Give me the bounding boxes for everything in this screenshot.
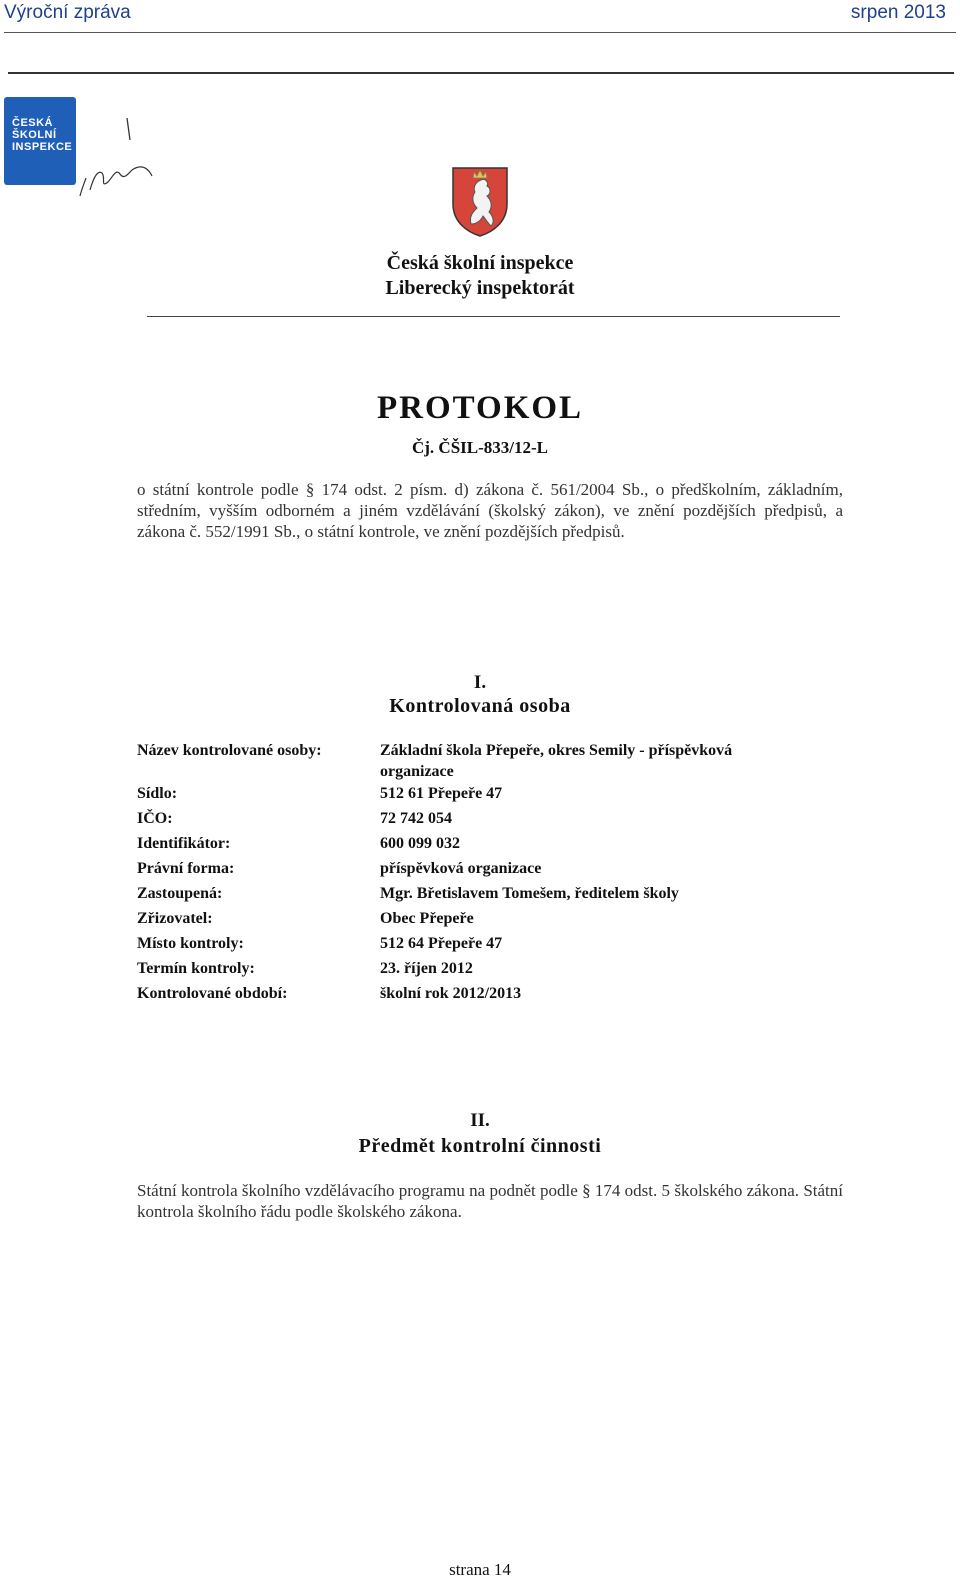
value-inspection-date: 23. říjen 2012 (380, 960, 473, 977)
label-founder: Zřizovatel: (137, 910, 213, 927)
value-ico: 72 742 054 (380, 810, 452, 827)
section-2-paragraph: Státní kontrola školního vzdělávacího programu na podnět podle § 174 odst. 5 školského zákona. Státní kontrola školního řádu podle školského zákona. (137, 1181, 843, 1221)
logo-line-2: ŠKOLNÍ (12, 129, 57, 141)
value-inspection-place: 512 64 Přepeře 47 (380, 935, 503, 952)
label-legal-form: Právní forma: (137, 860, 235, 877)
scan-top-divider (8, 72, 954, 74)
header-title: Výroční zpráva (4, 2, 131, 23)
header-divider (4, 32, 956, 33)
label-represented-by: Zastoupená: (137, 885, 223, 902)
value-seat: 512 61 Přepeře 47 (380, 785, 503, 802)
handwritten-signature (72, 118, 182, 198)
czech-coat-of-arms-icon (451, 166, 509, 238)
label-identifier: Identifikátor: (137, 835, 231, 852)
institution-region: Liberecký inspektorát (385, 277, 575, 299)
value-entity-name: Základní škola Přepeře, okres Semily - příspěvková (380, 742, 733, 759)
label-ico: IČO: (137, 810, 173, 827)
protocol-title: PROTOKOL (376, 390, 584, 426)
label-inspection-place: Místo kontroly: (137, 935, 244, 952)
running-header (0, 0, 960, 34)
csi-logo (4, 97, 76, 185)
page-number: strana 14 (449, 1560, 511, 1579)
label-entity-name: Název kontrolované osoby: (137, 742, 322, 759)
value-inspected-period: školní rok 2012/2013 (380, 985, 522, 1002)
reference-number: Čj. ČŠIL-833/12-L (411, 438, 548, 457)
header-date: srpen 2013 (850, 2, 946, 23)
value-represented-by: Mgr. Břetislavem Tomešem, ředitelem školy (380, 885, 679, 902)
value-entity-name-cont: organizace (380, 763, 454, 780)
logo-line-3: INSPEKCE (12, 141, 73, 153)
institution-name: Česká školní inspekce (386, 252, 574, 274)
institution-divider (147, 316, 840, 317)
label-seat: Sídlo: (137, 785, 178, 802)
value-founder: Obec Přepeře (380, 910, 474, 927)
section-1-number: I. (473, 672, 487, 693)
label-inspection-date: Termín kontroly: (137, 960, 255, 977)
value-legal-form: příspěvková organizace (380, 860, 542, 877)
value-identifier: 600 099 032 (380, 835, 460, 852)
section-2-title: Předmět kontrolní činnosti (358, 1135, 602, 1157)
legal-basis-paragraph: o státní kontrole podle § 174 odst. 2 písm. d) zákona č. 561/2004 Sb., o předškolním, základním, středním, vyšším odborném a jiném vzdělávání (školský zákon), ve znění pozdějších předpisů, a zákona č. 552/1991 Sb., o státní kontrole, ve znění pozdějších předpisů. (137, 480, 843, 541)
logo-line-1: ČESKÁ (12, 117, 54, 129)
label-inspected-period: Kontrolované období: (137, 985, 288, 1002)
section-1-title: Kontrolovaná osoba (389, 695, 571, 717)
section-2-number: II. (470, 1110, 490, 1131)
